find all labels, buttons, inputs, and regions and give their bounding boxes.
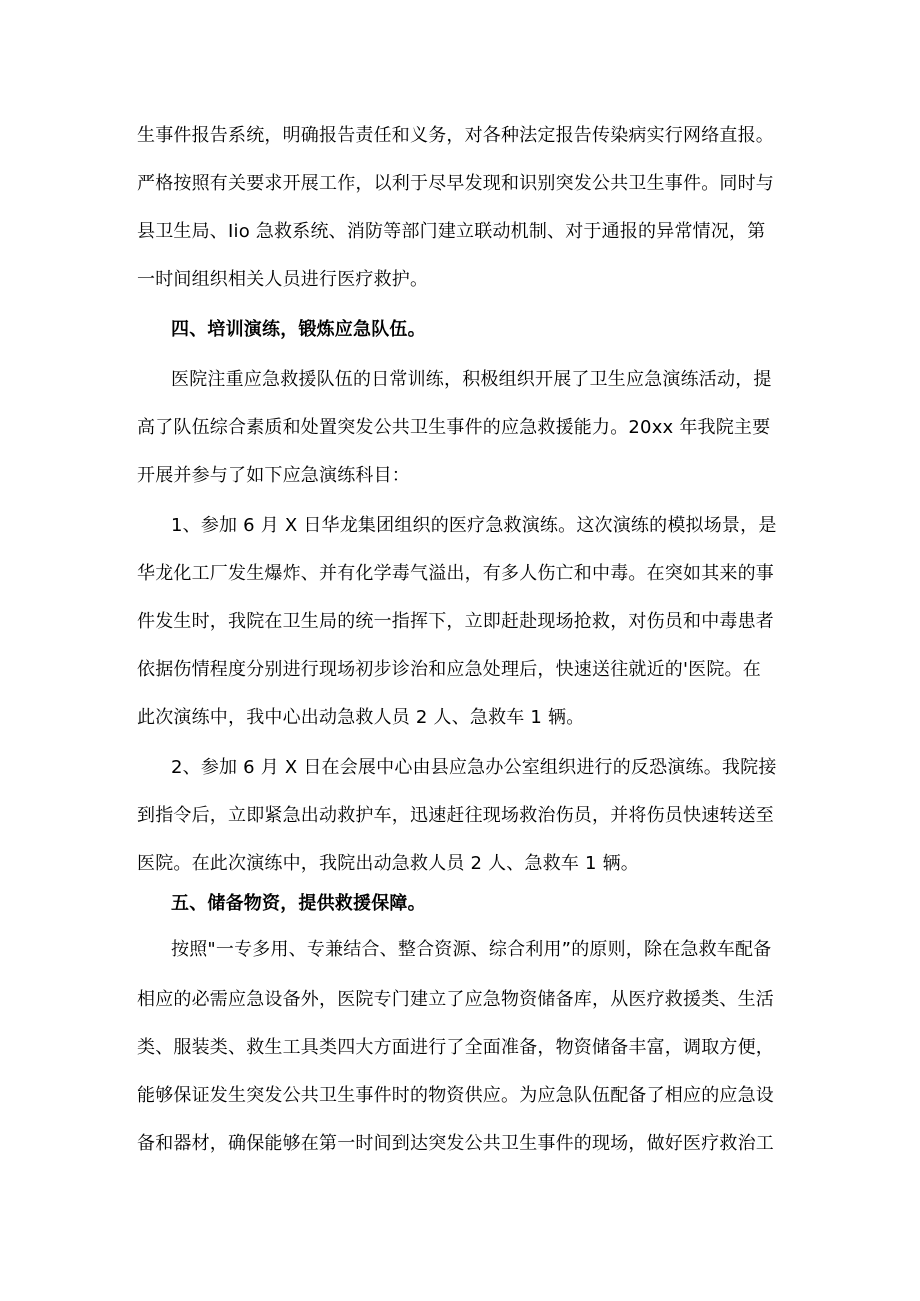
- text-line: 开展并参与了如下应急演练科目：: [137, 465, 410, 486]
- text-line: 到指令后，立即紧急出动救护车，迅速赶往现场救治伤员，并将伤员快速转送至: [137, 805, 774, 826]
- text-line: 件发生时，我院在卫生局的统一指挥下，立即赶赴现场抢救，对伤员和中毒患者: [137, 611, 774, 632]
- text-line: 一时间组织相关人员进行医疗救护。: [137, 269, 429, 290]
- text-line: 医院注重应急救援队伍的日常训练，积极组织开展了卫生应急演练活动，提: [171, 369, 772, 390]
- text-line: 华龙化工厂发生爆炸、并有化学毒气溢出，有多人伤亡和中毒。在突如其来的事: [137, 563, 774, 584]
- section-heading: 四、培训演练，锻炼应急队伍。: [171, 319, 426, 340]
- text-line: 医院。在此次演练中，我院出动急救人员 2 人、急救车 1 辆。: [137, 853, 639, 874]
- text-line: 严格按照有关要求开展工作，以利于尽早发现和识别突发公共卫生事件。同时与: [137, 173, 774, 194]
- text-line: 县卫生局、Iio 急救系统、消防等部门建立联动机制、对于通报的异常情况，第: [137, 221, 766, 242]
- section-heading: 五、储备物资，提供救援保障。: [171, 893, 426, 914]
- text-line: 生事件报告系统，明确报告责任和义务，对各种法定报告传染病实行网络直报。: [137, 125, 774, 146]
- text-line: 类、服装类、救生工具类四大方面进行了全面准备，物资储备丰富，调取方便，: [137, 1037, 774, 1058]
- text-line: 备和器材，确保能够在第一时间到达突发公共卫生事件的现场，做好医疗救治工: [137, 1133, 774, 1154]
- text-line: 相应的必需应急设备外，医院专门建立了应急物资储备库，从医疗救援类、生活: [137, 989, 774, 1010]
- text-line: 能够保证发生突发公共卫生事件时的物资供应。为应急队伍配备了相应的应急设: [137, 1085, 774, 1106]
- text-line: 1、参加 6 月 X 日华龙集团组织的医疗急救演练。这次演练的模拟场景，是: [171, 515, 777, 536]
- text-line: 2、参加 6 月 X 日在会展中心由县应急办公室组织进行的反恐演练。我院接: [171, 757, 777, 778]
- text-line: 高了队伍综合素质和处置突发公共卫生事件的应急救援能力。20xx 年我院主要: [137, 417, 771, 438]
- text-line: 此次演练中，我中心出动急救人员 2 人、急救车 1 辆。: [137, 707, 585, 728]
- text-line: 依据伤情程度分别进行现场初步诊治和应急处理后，快速送往就近的'医院。在: [137, 659, 761, 680]
- text-line: 按照"一专多用、专兼结合、整合资源、综合利用”的原则，除在急救车配备: [171, 939, 772, 960]
